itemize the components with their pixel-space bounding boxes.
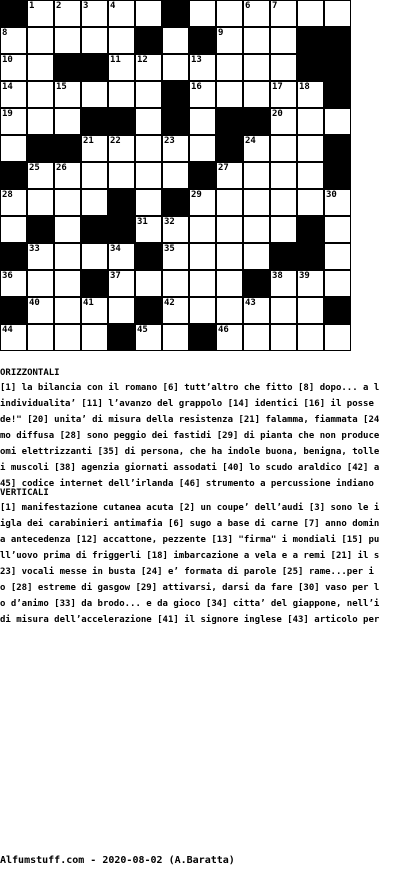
grid-cell[interactable] — [297, 81, 324, 108]
grid-cell[interactable] — [81, 162, 108, 189]
clue-line: mo diffusa [28] sono peggio dei fastidi [29] di pianta che non produce — [0, 431, 380, 441]
down-title: VERTICALI — [0, 488, 49, 498]
cell-number: 29 — [191, 190, 202, 200]
grid-cell[interactable] — [108, 162, 135, 189]
grid-cell[interactable] — [135, 135, 162, 162]
grid-cell[interactable] — [135, 162, 162, 189]
grid-cell[interactable] — [162, 216, 189, 243]
grid-cell[interactable] — [270, 135, 297, 162]
clue-line: o d’animo [33] da brodo... e da gioco [34] citta’ del giappone, nell’i — [0, 599, 380, 609]
grid-cell[interactable] — [108, 243, 135, 270]
grid-cell-black — [81, 108, 108, 135]
grid-cell[interactable] — [297, 0, 324, 27]
cell-number: 15 — [56, 82, 67, 92]
grid-cell[interactable] — [81, 297, 108, 324]
grid-cell[interactable] — [297, 108, 324, 135]
clue-line: di misura dell’accelerazione [41] il signore inglese [43] articolo per — [0, 615, 380, 625]
cell-number: 38 — [272, 271, 283, 281]
grid-cell[interactable] — [54, 270, 81, 297]
grid-cell[interactable] — [324, 270, 351, 297]
grid-cell-black — [297, 54, 324, 81]
cell-number: 27 — [218, 163, 229, 173]
grid-cell-black — [324, 27, 351, 54]
grid-cell[interactable] — [27, 0, 54, 27]
grid-cell-black — [27, 216, 54, 243]
grid-cell-black — [81, 54, 108, 81]
grid-cell[interactable] — [243, 297, 270, 324]
clue-line: ll’uovo prima di friggerli [18] imbarcazione a vela e a remi [21] il s — [0, 551, 380, 561]
cell-number: 1 — [29, 1, 35, 11]
clue-line: 45] codice internet dell’irlanda [46] strumento a percussione indiano — [0, 479, 374, 489]
grid-cell[interactable] — [189, 135, 216, 162]
grid-cell-black — [162, 0, 189, 27]
grid-cell[interactable] — [0, 81, 27, 108]
grid-cell-black — [135, 297, 162, 324]
clue-line: individualita’ [11] l’avanzo del grappolo [14] identici [16] il posse — [0, 399, 374, 409]
cell-number: 28 — [2, 190, 13, 200]
grid-cell[interactable] — [27, 162, 54, 189]
grid-cell[interactable] — [216, 27, 243, 54]
grid-cell-black — [189, 27, 216, 54]
grid-cell-black — [162, 108, 189, 135]
grid-cell[interactable] — [27, 270, 54, 297]
grid-cell-black — [54, 54, 81, 81]
grid-cell[interactable] — [135, 108, 162, 135]
grid-cell[interactable] — [108, 54, 135, 81]
grid-cell[interactable] — [270, 216, 297, 243]
grid-cell[interactable] — [270, 270, 297, 297]
grid-cell[interactable] — [324, 216, 351, 243]
grid-cell[interactable] — [270, 189, 297, 216]
clue-line: omi elettrizzanti [35] di persona, che ha indole buona, benigna, tolle — [0, 447, 380, 457]
grid-cell[interactable] — [297, 270, 324, 297]
grid-cell-black — [108, 216, 135, 243]
grid-cell[interactable] — [324, 189, 351, 216]
cell-number: 6 — [245, 1, 251, 11]
grid-cell[interactable] — [27, 324, 54, 351]
grid-cell[interactable] — [270, 81, 297, 108]
cell-number: 31 — [137, 217, 148, 227]
grid-cell[interactable] — [135, 81, 162, 108]
grid-cell-black — [108, 108, 135, 135]
cell-number: 12 — [137, 55, 148, 65]
grid-cell[interactable] — [27, 27, 54, 54]
grid-cell[interactable] — [162, 270, 189, 297]
cell-number: 42 — [164, 298, 175, 308]
cell-number: 19 — [2, 109, 13, 119]
grid-cell[interactable] — [270, 0, 297, 27]
grid-cell[interactable] — [0, 135, 27, 162]
grid-cell[interactable] — [135, 216, 162, 243]
grid-cell-black — [0, 0, 27, 27]
grid-cell[interactable] — [189, 216, 216, 243]
grid-cell[interactable] — [270, 54, 297, 81]
cell-number: 9 — [218, 28, 224, 38]
grid-cell[interactable] — [27, 54, 54, 81]
grid-cell[interactable] — [54, 108, 81, 135]
grid-cell[interactable] — [162, 324, 189, 351]
grid-cell[interactable] — [243, 54, 270, 81]
grid-cell[interactable] — [81, 27, 108, 54]
cell-number: 35 — [164, 244, 175, 254]
grid-cell[interactable] — [135, 0, 162, 27]
grid-cell[interactable] — [108, 27, 135, 54]
grid-cell[interactable] — [324, 0, 351, 27]
cell-number: 7 — [272, 1, 278, 11]
grid-cell[interactable] — [108, 297, 135, 324]
grid-cell[interactable] — [81, 324, 108, 351]
cell-number: 2 — [56, 1, 62, 11]
grid-cell[interactable] — [108, 81, 135, 108]
cell-number: 3 — [83, 1, 89, 11]
grid-cell[interactable] — [270, 162, 297, 189]
grid-cell[interactable] — [189, 189, 216, 216]
grid-cell-black — [81, 216, 108, 243]
grid-cell[interactable] — [108, 0, 135, 27]
grid-cell[interactable] — [0, 270, 27, 297]
grid-cell-black — [243, 270, 270, 297]
grid-cell-black — [162, 189, 189, 216]
grid-cell[interactable] — [27, 108, 54, 135]
grid-cell[interactable] — [189, 81, 216, 108]
grid-cell-black — [297, 243, 324, 270]
cell-number: 25 — [29, 163, 40, 173]
cell-number: 11 — [110, 55, 121, 65]
grid-cell[interactable] — [216, 162, 243, 189]
grid-cell-black — [297, 27, 324, 54]
grid-cell-black — [324, 297, 351, 324]
cell-number: 41 — [83, 298, 94, 308]
grid-cell-black — [81, 270, 108, 297]
cell-number: 39 — [299, 271, 310, 281]
cell-number: 34 — [110, 244, 121, 254]
grid-cell[interactable] — [243, 162, 270, 189]
grid-cell[interactable] — [324, 324, 351, 351]
grid-cell-black — [216, 135, 243, 162]
grid-cell[interactable] — [189, 0, 216, 27]
clue-line: i muscoli [38] agenzia giornati assodati [40] lo scudo araldico [42] a — [0, 463, 380, 473]
grid-cell-black — [243, 108, 270, 135]
cell-number: 13 — [191, 55, 202, 65]
clue-line: igla dei carabinieri antimafia [6] sugo a base di carne [7] anno domin — [0, 519, 380, 529]
grid-cell[interactable] — [189, 270, 216, 297]
cell-number: 46 — [218, 325, 229, 335]
grid-cell[interactable] — [270, 108, 297, 135]
cell-number: 14 — [2, 82, 13, 92]
grid-cell[interactable] — [216, 189, 243, 216]
grid-cell[interactable] — [0, 324, 27, 351]
grid-cell[interactable] — [270, 27, 297, 54]
grid-cell[interactable] — [216, 0, 243, 27]
grid-cell[interactable] — [243, 243, 270, 270]
grid-cell[interactable] — [216, 243, 243, 270]
grid-cell[interactable] — [297, 162, 324, 189]
grid-cell[interactable] — [270, 297, 297, 324]
grid-cell[interactable] — [162, 243, 189, 270]
cell-number: 33 — [29, 244, 40, 254]
grid-cell[interactable] — [216, 297, 243, 324]
grid-cell-black — [135, 243, 162, 270]
grid-cell[interactable] — [135, 189, 162, 216]
grid-cell[interactable] — [189, 108, 216, 135]
grid-cell[interactable] — [54, 189, 81, 216]
grid-cell[interactable] — [54, 243, 81, 270]
cell-number: 17 — [272, 82, 283, 92]
grid-cell[interactable] — [297, 189, 324, 216]
grid-cell[interactable] — [243, 27, 270, 54]
grid-cell[interactable] — [135, 270, 162, 297]
grid-cell-black — [297, 216, 324, 243]
grid-cell[interactable] — [81, 189, 108, 216]
cell-number: 36 — [2, 271, 13, 281]
grid-cell[interactable] — [162, 162, 189, 189]
grid-cell-black — [270, 243, 297, 270]
cell-number: 16 — [191, 82, 202, 92]
grid-cell-black — [324, 162, 351, 189]
grid-cell[interactable] — [243, 216, 270, 243]
grid-cell[interactable] — [162, 297, 189, 324]
grid-cell[interactable] — [189, 297, 216, 324]
grid-cell-black — [162, 81, 189, 108]
grid-cell[interactable] — [162, 27, 189, 54]
grid-cell[interactable] — [216, 324, 243, 351]
grid-cell[interactable] — [81, 81, 108, 108]
grid-cell-black — [0, 297, 27, 324]
grid-cell-black — [324, 54, 351, 81]
cell-number: 40 — [29, 298, 40, 308]
cell-number: 8 — [2, 28, 8, 38]
grid-cell[interactable] — [324, 243, 351, 270]
cell-number: 43 — [245, 298, 256, 308]
grid-cell-black — [324, 135, 351, 162]
grid-cell-black — [216, 108, 243, 135]
grid-cell[interactable] — [270, 324, 297, 351]
grid-cell[interactable] — [135, 54, 162, 81]
cell-number: 24 — [245, 136, 256, 146]
grid-cell[interactable] — [54, 0, 81, 27]
grid-cell[interactable] — [324, 108, 351, 135]
grid-cell[interactable] — [81, 243, 108, 270]
cell-number: 4 — [110, 1, 116, 11]
grid-cell[interactable] — [189, 243, 216, 270]
cell-number: 37 — [110, 271, 121, 281]
grid-cell-black — [54, 135, 81, 162]
grid-cell[interactable] — [54, 81, 81, 108]
grid-cell-black — [108, 324, 135, 351]
grid-cell-black — [189, 324, 216, 351]
grid-cell[interactable] — [297, 297, 324, 324]
grid-cell[interactable] — [243, 189, 270, 216]
grid-cell-black — [27, 135, 54, 162]
grid-cell[interactable] — [81, 135, 108, 162]
grid-cell[interactable] — [243, 135, 270, 162]
grid-cell[interactable] — [297, 135, 324, 162]
grid-cell-black — [189, 162, 216, 189]
grid-cell[interactable] — [243, 81, 270, 108]
grid-cell[interactable] — [0, 27, 27, 54]
grid-cell[interactable] — [54, 297, 81, 324]
grid-cell[interactable] — [243, 0, 270, 27]
cell-number: 26 — [56, 163, 67, 173]
grid-cell[interactable] — [108, 135, 135, 162]
grid-cell[interactable] — [0, 216, 27, 243]
cell-number: 21 — [83, 136, 94, 146]
grid-cell-black — [324, 81, 351, 108]
grid-cell[interactable] — [216, 81, 243, 108]
cell-number: 20 — [272, 109, 283, 119]
grid-cell-black — [0, 162, 27, 189]
grid-cell[interactable] — [162, 54, 189, 81]
grid-cell[interactable] — [54, 216, 81, 243]
grid-cell[interactable] — [54, 162, 81, 189]
grid-cell[interactable] — [27, 81, 54, 108]
grid-cell[interactable] — [54, 27, 81, 54]
grid-cell[interactable] — [135, 324, 162, 351]
grid-cell[interactable] — [216, 270, 243, 297]
clue-line: [1] manifestazione cutanea acuta [2] un coupe’ dell’audi [3] sono le i — [0, 503, 380, 513]
grid-cell[interactable] — [216, 216, 243, 243]
grid-cell[interactable] — [297, 324, 324, 351]
cell-number: 45 — [137, 325, 148, 335]
clue-line: o [28] estreme di gasgow [29] attivarsi, darsi da fare [30] vaso per l — [0, 583, 380, 593]
across-clues — [0, 380, 420, 492]
grid-cell[interactable] — [108, 270, 135, 297]
clue-line: 23] vocali messe in busta [24] e’ formata di parole [25] rame...per i — [0, 567, 374, 577]
cell-number: 22 — [110, 136, 121, 146]
grid-cell[interactable] — [0, 189, 27, 216]
grid-cell[interactable] — [162, 135, 189, 162]
grid-cell-black — [0, 243, 27, 270]
grid-cell[interactable] — [54, 324, 81, 351]
grid-cell[interactable] — [81, 0, 108, 27]
crossword-grid — [0, 0, 352, 352]
cell-number: 23 — [164, 136, 175, 146]
cell-number: 10 — [2, 55, 13, 65]
grid-cell[interactable] — [243, 324, 270, 351]
cell-number: 18 — [299, 82, 310, 92]
cell-number: 44 — [2, 325, 13, 335]
grid-cell[interactable] — [27, 243, 54, 270]
clue-line: de!" [20] unita’ di misura della resistenza [21] falamma, fiammata [24 — [0, 415, 380, 425]
grid-cell-black — [135, 27, 162, 54]
down-clues — [0, 500, 420, 628]
cell-number: 30 — [326, 190, 337, 200]
cell-number: 32 — [164, 217, 175, 227]
grid-cell[interactable] — [216, 54, 243, 81]
grid-cell[interactable] — [27, 189, 54, 216]
clue-line: a antecedenza [12] accattone, pezzente [13] "firma" i mondiali [15] pu — [0, 535, 380, 545]
footer-credit: Alfumstuff.com - 2020-08-02 (A.Baratta) — [0, 855, 235, 866]
grid-cell-black — [108, 189, 135, 216]
grid-cell[interactable] — [189, 54, 216, 81]
across-title: ORIZZONTALI — [0, 368, 60, 378]
clue-line: [1] la bilancia con il romano [6] tutt’altro che fitto [8] dopo... a l — [0, 383, 380, 393]
grid-cell[interactable] — [27, 297, 54, 324]
grid-cell[interactable] — [0, 108, 27, 135]
grid-cell[interactable] — [0, 54, 27, 81]
